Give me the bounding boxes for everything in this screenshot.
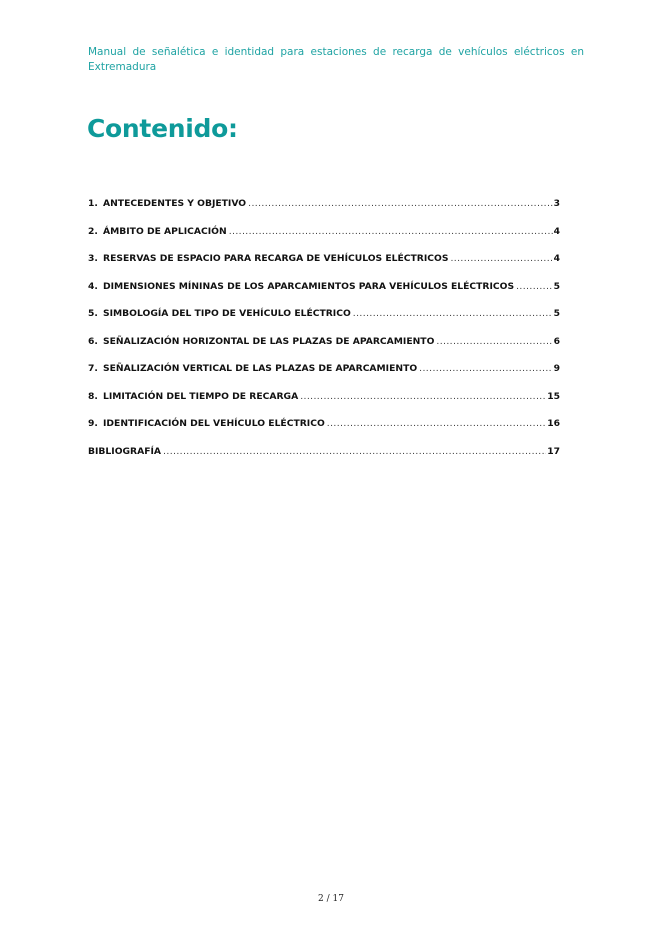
toc-number: 9.: [88, 418, 98, 429]
running-header: Manual de señalética e identidad para estaciones de recarga de vehículos eléctricos en Extremadura: [88, 46, 584, 73]
toc-page-number: 5: [553, 280, 560, 292]
toc-title: SEÑALIZACIÓN VERTICAL DE LAS PLAZAS DE APARCAMIENTO: [103, 363, 418, 374]
toc-title: ÁMBITO DE APLICACIÓN: [103, 225, 227, 237]
toc-page-number: 9: [553, 363, 560, 374]
toc-leader-dots: [450, 253, 552, 264]
toc-leader-dots: [419, 363, 552, 374]
toc-leader-dots: [327, 418, 546, 429]
toc-entry-3[interactable]: [88, 253, 560, 281]
toc-leader-dots: [248, 198, 552, 209]
toc-entry-6[interactable]: [88, 336, 560, 364]
toc-leader-dots: [353, 308, 553, 319]
toc-entry-8[interactable]: [88, 391, 560, 419]
toc-entry-1[interactable]: [88, 198, 560, 226]
toc-number: 4.: [88, 280, 98, 292]
toc-page-number: 16: [547, 418, 560, 429]
toc-number: 2.: [88, 225, 98, 237]
toc-number: 3.: [88, 253, 98, 264]
toc-title: ANTECEDENTES Y OBJETIVO: [103, 198, 247, 209]
toc-leader-dots: [163, 446, 546, 457]
toc-page-number: 15: [547, 390, 560, 402]
toc-page-number: 4: [553, 225, 560, 237]
table-of-contents: [88, 198, 560, 473]
toc-leader-dots: [436, 336, 552, 347]
toc-page-number: 3: [553, 198, 560, 209]
toc-title: IDENTIFICACIÓN DEL VEHÍCULO ELÉCTRICO: [103, 418, 325, 429]
toc-entry-2[interactable]: [88, 226, 560, 254]
toc-title: DIMENSIONES MÍNINAS DE LOS APARCAMIENTOS PARA VEHÍCULOS ELÉCTRICOS: [103, 280, 515, 292]
toc-page-number: 17: [547, 445, 560, 457]
toc-entry-bibliografia[interactable]: [88, 446, 560, 474]
toc-number: 8.: [88, 390, 98, 402]
toc-title: LIMITACIÓN DEL TIEMPO DE RECARGA: [103, 390, 299, 402]
toc-entry-9[interactable]: [88, 418, 560, 446]
toc-page-number: 6: [553, 335, 560, 347]
toc-title: BIBLIOGRAFÍA: [88, 445, 162, 457]
page-title: Contenido:: [87, 114, 238, 143]
toc-entry-7[interactable]: [88, 363, 560, 391]
page-indicator: 2 / 17: [318, 894, 344, 904]
toc-leader-dots: [300, 391, 546, 402]
toc-number: 5.: [88, 308, 98, 319]
toc-entry-4[interactable]: [88, 281, 560, 309]
toc-title: RESERVAS DE ESPACIO PARA RECARGA DE VEHÍCULOS ELÉCTRICOS: [103, 253, 449, 264]
toc-title: SIMBOLOGÍA DEL TIPO DE VEHÍCULO ELÉCTRICO: [103, 308, 351, 319]
toc-page-number: 5: [553, 308, 560, 319]
toc-leader-dots: [229, 226, 553, 237]
toc-leader-dots: [516, 281, 553, 292]
toc-number: 6.: [88, 335, 98, 347]
toc-title: SEÑALIZACIÓN HORIZONTAL DE LAS PLAZAS DE APARCAMIENTO: [103, 335, 435, 347]
toc-page-number: 4: [553, 253, 560, 264]
toc-number: 7.: [88, 363, 98, 374]
toc-number: 1.: [88, 198, 98, 209]
toc-entry-5[interactable]: [88, 308, 560, 336]
